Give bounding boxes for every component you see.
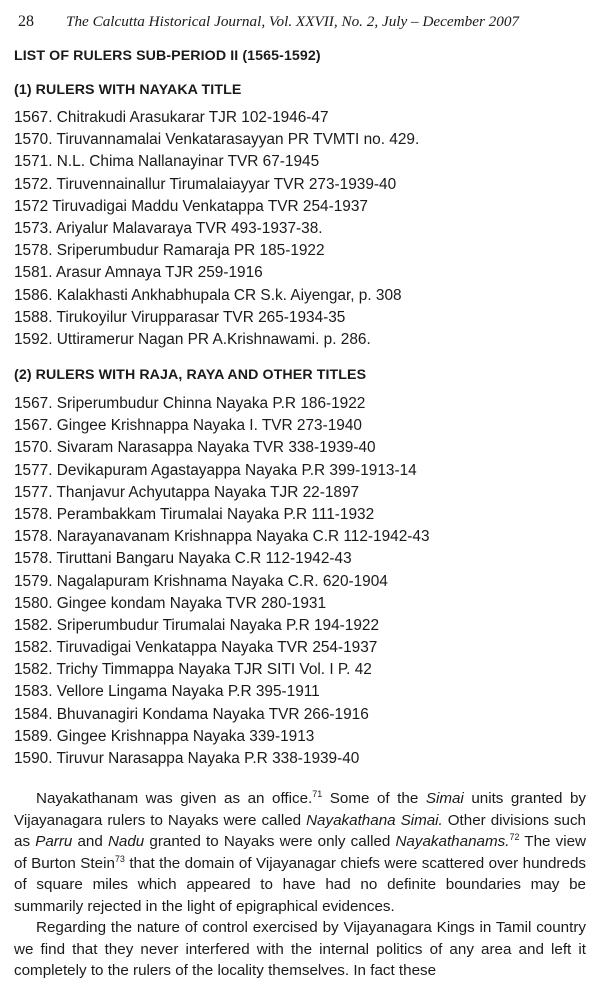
list-item: 1567. Gingee Krishnappa Nayaka I. TVR 273-1940	[14, 417, 362, 435]
list-item: 1592. Uttiramerur Nagan PR A.Krishnawami. p. 286.	[14, 330, 371, 348]
list-item: 1586. Kalakhasti Ankhabhupala CR S.k. Aiyengar, p. 308	[14, 286, 402, 304]
list-item: 1588. Tirukoyilur Virupparasar TVR 265-1934-35	[14, 308, 346, 326]
list-item: 1570. Tiruvannamalai Venkatarasayyan PR TVMTI no. 429.	[14, 131, 420, 149]
list-item: 1572. Tiruvennainallur Tirumalaiayyar TVR 273-1939-40	[14, 175, 397, 193]
section-1-title: (1) RULERS WITH NAYAKA TITLE	[14, 82, 242, 98]
list-item: 1581. Arasur Amnaya TJR 259-1916	[14, 264, 263, 282]
list-item: 1570. Sivaram Narasappa Nayaka TVR 338-1939-40	[14, 439, 376, 457]
italic-term: Parru	[35, 833, 73, 850]
list-item: 1578. Narayanavanam Krishnappa Nayaka C.R 112-1942-43	[14, 528, 430, 546]
list-item: 1577. Thanjavur Achyutappa Nayaka TJR 22-1897	[14, 483, 360, 501]
footnote-ref: 71	[312, 789, 323, 799]
text-run: and	[72, 833, 108, 850]
list-item: 1573. Ariyalur Malavaraya TVR 493-1937-38.	[14, 219, 323, 237]
text-run: granted to Nayaks were only called	[144, 833, 396, 850]
footnote-ref: 73	[114, 853, 125, 864]
journal-title: The Calcutta Historical Journal, Vol. XXVII, No. 2, July – December 2007	[66, 13, 520, 30]
text-run: Some of the	[322, 790, 426, 807]
section-2-title: (2) RULERS WITH RAJA, RAYA AND OTHER TITLES	[14, 367, 367, 383]
list-item: 1578. Tiruttani Bangaru Nayaka C.R 112-1942-43	[14, 550, 352, 568]
section-1-list	[14, 107, 586, 351]
section-2-list	[14, 393, 586, 770]
footnote-ref: 72	[509, 832, 520, 842]
paragraph: Regarding the nature of control exercised by Vijayanagara Kings in Tamil country we find that they never interfered with the internal politics of any area and left it completely to the rulers of the locality themselves. In fact these	[14, 919, 586, 979]
body-text	[14, 788, 586, 982]
list-item: 1578. Sriperumbudur Ramaraja PR 185-1922	[14, 242, 325, 260]
list-heading: LIST OF RULERS SUB-PERIOD II (1565-1592)	[14, 48, 321, 64]
text-run: that the domain of Vijayanagar chiefs were scattered over hundreds of square miles which appeared to have had no definite boundaries may be summarily rejected in the light of epigraphical evidences.	[14, 854, 586, 915]
italic-term: Nayakathana Simai.	[306, 811, 443, 829]
list-item: 1579. Nagalapuram Krishnama Nayaka C.R. 620-1904	[14, 572, 388, 590]
list-item: 1584. Bhuvanagiri Kondama Nayaka TVR 266-1916	[14, 705, 369, 723]
italic-term: Nayakathanams.	[395, 833, 510, 850]
list-item: 1580. Gingee kondam Nayaka TVR 280-1931	[14, 594, 327, 612]
list-item: 1583. Vellore Lingama Nayaka P.R 395-1911	[14, 683, 320, 701]
text-run: Nayakathanam was given as an office.	[36, 790, 313, 807]
list-item: 1567. Chitrakudi Arasukarar TJR 102-1946-47	[14, 109, 329, 126]
list-item: 1571. N.L. Chima Nallanayinar TVR 67-1945	[14, 153, 320, 171]
italic-term: Nadu	[107, 833, 145, 850]
list-item: 1589. Gingee Krishnappa Nayaka 339-1913	[14, 727, 315, 745]
list-item: 1578. Perambakkam Tirumalai Nayaka P.R 111-1932	[14, 505, 375, 523]
page-number: 28	[18, 13, 34, 30]
list-item: 1582. Sriperumbudur Tirumalai Nayaka P.R 194-1922	[14, 616, 380, 634]
text-run: Other divisions such as	[14, 811, 586, 850]
paragraph	[14, 788, 586, 917]
list-item: 1590. Tiruvur Narasappa Nayaka P.R 338-1939-40	[14, 750, 360, 767]
italic-term: Simai	[425, 790, 464, 807]
list-item: 1572 Tiruvadigai Maddu Venkatappa TVR 254-1937	[14, 197, 368, 215]
running-header	[14, 10, 586, 34]
list-item: 1577. Devikapuram Agastayappa Nayaka P.R 399-1913-14	[14, 461, 417, 479]
list-item: 1582. Trichy Timmappa Nayaka TJR SITI Vol. I P. 42	[14, 661, 372, 679]
list-item: 1567. Sriperumbudur Chinna Nayaka P.R 186-1922	[14, 395, 366, 412]
list-item: 1582. Tiruvadigai Venkatappa Nayaka TVR 254-1937	[14, 639, 378, 657]
text-run: The view of Burton Stein	[14, 833, 586, 872]
text-run: units granted by Vijayanagara rulers to Nayaks were called	[14, 790, 586, 829]
